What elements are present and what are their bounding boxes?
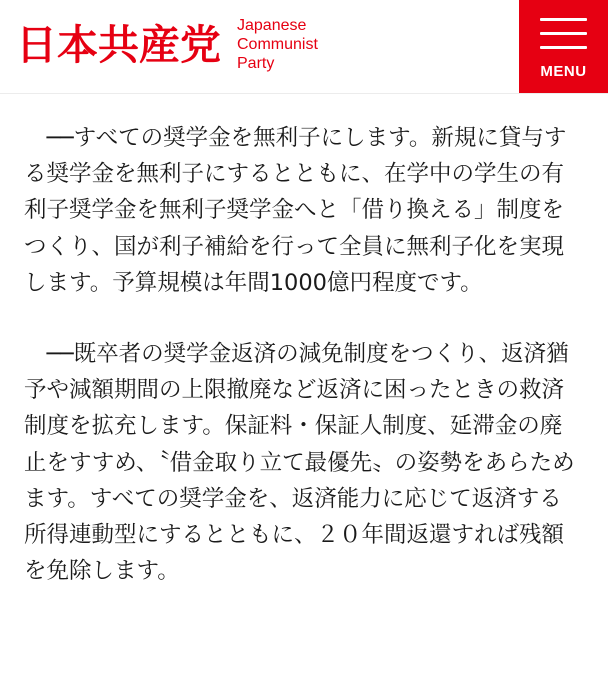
article-paragraph: ──既卒者の奨学金返済の減免制度をつくり、返済猶予や減額期間の上限撤廃など返済に困ったときの救済制度を拡充します。保証料・保証人制度、延滞金の廃止をすすめ、〝借金取り立て最優先〟の姿勢をあらためます。すべての奨学金を、返済能力に応じて返済する所得連動型にするとともに、２０年間返還すれば残額を免除します。 — [24, 341, 575, 585]
logo-english-line: Communist — [237, 36, 318, 53]
site-logo[interactable] — [16, 16, 318, 73]
article-body — [24, 120, 584, 589]
article-paragraph: ──すべての奨学金を無利子にします。新規に貸与する奨学金を無利子にするとともに、在学中の学生の有利子奨学金を無利子奨学金へと「借り換える」制度をつくり、国が利子補給を行って全員に無利子化を実現します。予算規模は年間1000億円程度です。 — [24, 125, 567, 296]
hamburger-icon — [540, 16, 587, 52]
logo-english-line: Party — [237, 55, 275, 72]
site-header — [0, 0, 608, 94]
menu-button[interactable] — [519, 0, 608, 93]
menu-label: MENU — [540, 63, 587, 80]
logo-japanese-text: 日本共産党 — [16, 20, 221, 69]
logo-english-line: Japanese — [237, 17, 307, 34]
logo-english-text — [237, 16, 318, 73]
